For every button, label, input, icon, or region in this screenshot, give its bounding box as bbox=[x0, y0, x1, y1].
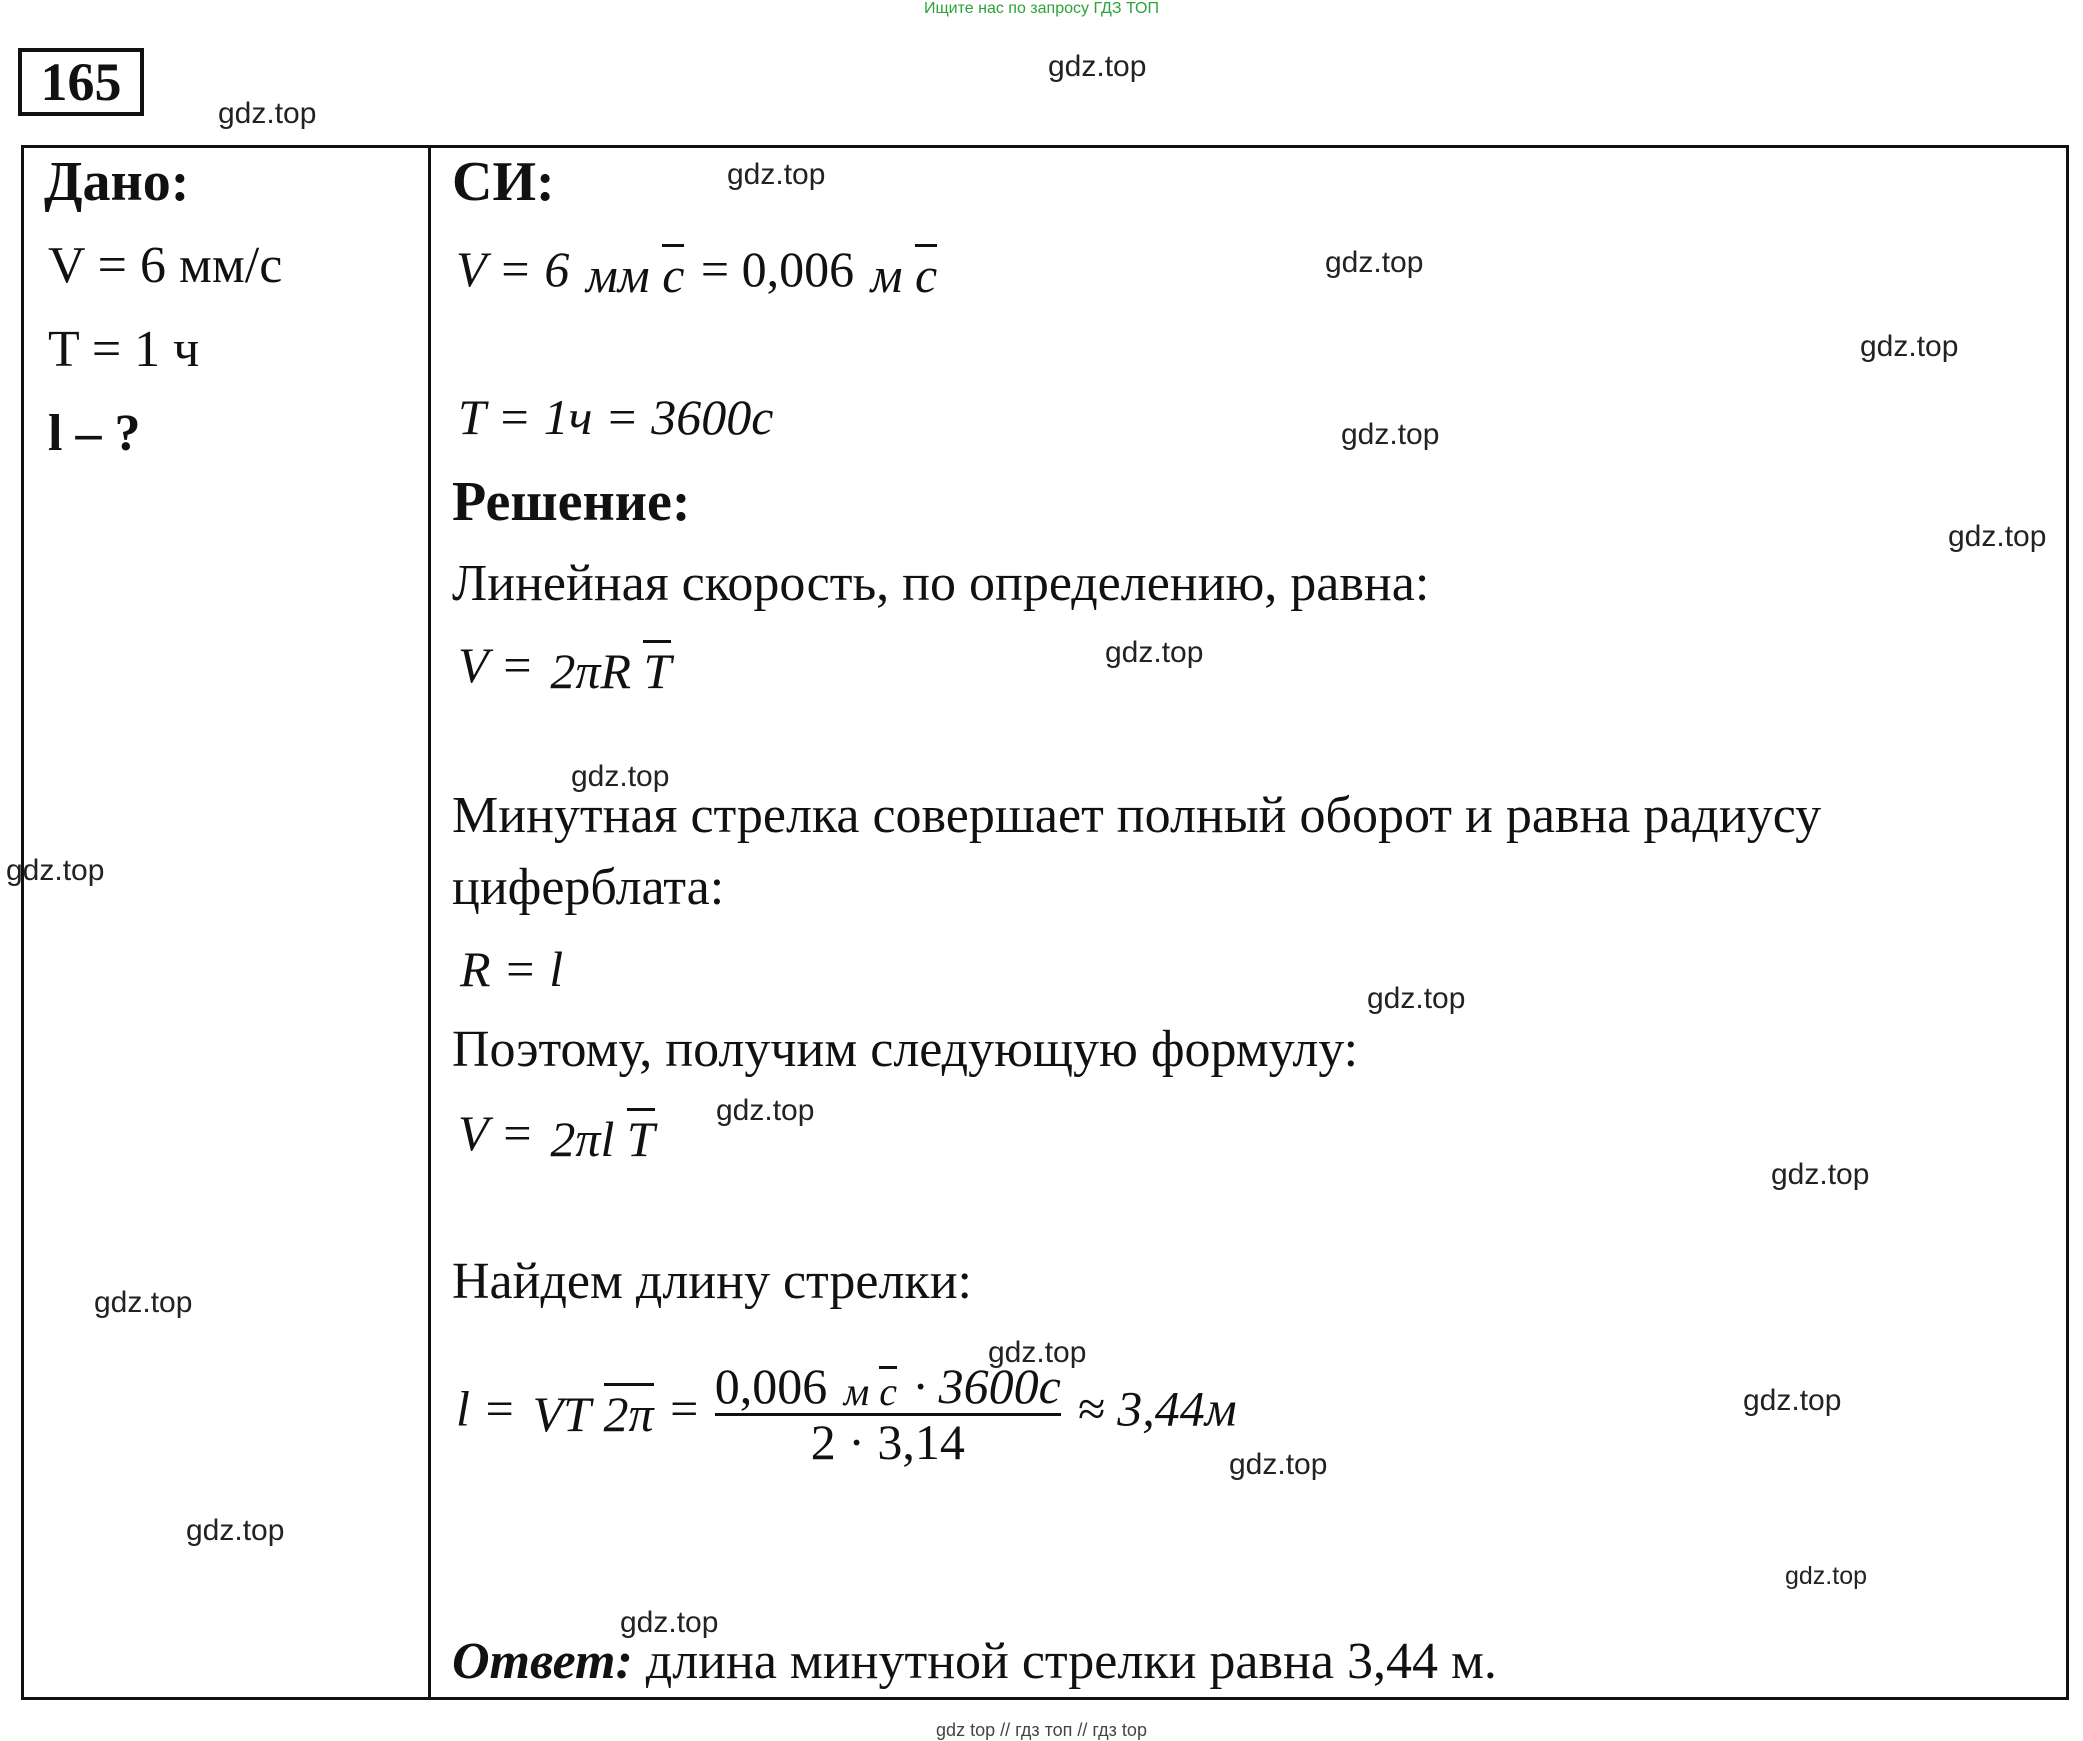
solution-line-2a: Минутная стрелка совершает полный оборот и равна радиусу bbox=[452, 787, 1822, 844]
answer-line bbox=[452, 1632, 1497, 1691]
formula3-eq: = bbox=[670, 1380, 699, 1437]
answer-label: Ответ: bbox=[452, 1633, 633, 1690]
watermark: gdz.top bbox=[988, 1336, 1087, 1369]
formula3-result: ≈ 3,44м bbox=[1077, 1380, 1237, 1437]
si-time-text: T = 1ч = 3600с bbox=[458, 389, 774, 445]
formula3-unit-fraction bbox=[843, 1368, 898, 1414]
watermark: gdz.top bbox=[1367, 982, 1466, 1015]
watermark: gdz.top bbox=[218, 97, 317, 130]
si-fraction-m-s bbox=[871, 246, 938, 304]
watermark: gdz.top bbox=[186, 1514, 285, 1547]
given-speed: V = 6 мм/с bbox=[48, 237, 283, 294]
si-frac2-den: с bbox=[915, 244, 937, 303]
answer-text: длина минутной стрелки равна 3,44 м. bbox=[632, 1633, 1497, 1690]
r-eq-text: R = l bbox=[460, 941, 564, 997]
watermark: gdz.top bbox=[1948, 520, 2047, 553]
formula2-left: V = bbox=[458, 1105, 534, 1161]
formula-speed-length bbox=[458, 1104, 659, 1168]
formula3-fraction-1 bbox=[533, 1385, 654, 1443]
watermark: gdz.top bbox=[1860, 330, 1959, 363]
si-time-conversion bbox=[458, 388, 773, 446]
formula1-den: T bbox=[643, 640, 671, 699]
formula2-fraction bbox=[550, 1110, 654, 1168]
watermark: gdz.top bbox=[571, 760, 670, 793]
formula-length-calc bbox=[456, 1360, 1237, 1468]
si-frac1-num: мм bbox=[585, 246, 650, 303]
si-speed-conversion bbox=[456, 240, 941, 304]
given-unknown: l – ? bbox=[48, 405, 141, 462]
formula3-unit-den: с bbox=[879, 1366, 897, 1414]
watermark: gdz.top bbox=[1325, 246, 1424, 279]
si-speed-left: V = 6 bbox=[456, 241, 570, 297]
watermark: gdz.top bbox=[1771, 1158, 1870, 1191]
watermark: gdz.top bbox=[727, 158, 826, 191]
si-frac2-num: м bbox=[870, 246, 903, 303]
formula3-den1: 2π bbox=[604, 1383, 654, 1442]
watermark: gdz.top bbox=[94, 1286, 193, 1319]
formula3-num-time: · 3600с bbox=[913, 1358, 1061, 1414]
solution-line-3: Поэтому, получим следующую формулу: bbox=[452, 1021, 1359, 1078]
solution-title: Решение: bbox=[452, 471, 691, 533]
given-period: T = 1 ч bbox=[48, 321, 200, 378]
formula3-unit-num: м bbox=[843, 1368, 870, 1414]
watermark: gdz.top bbox=[716, 1094, 815, 1127]
footer-watermark: gdz top // гдз топ // гдз top bbox=[936, 1720, 1147, 1740]
watermark: gdz.top bbox=[1229, 1448, 1328, 1481]
formula-speed-radius bbox=[458, 636, 675, 700]
column-divider bbox=[428, 145, 431, 1700]
watermark: gdz.top bbox=[620, 1606, 719, 1639]
formula3-fraction-2 bbox=[715, 1360, 1061, 1468]
formula3-den2: 2 · 3,14 bbox=[715, 1413, 1061, 1469]
given-title: Дано: bbox=[44, 151, 190, 213]
si-speed-mid: = 0,006 bbox=[700, 241, 855, 297]
formula-r-equals-l bbox=[460, 940, 563, 998]
watermark: gdz.top bbox=[1743, 1384, 1842, 1417]
problem-number-box: 165 bbox=[18, 48, 144, 116]
si-fraction-mm-s bbox=[586, 246, 685, 304]
watermark: gdz.top bbox=[1785, 1562, 1868, 1590]
formula3-num-value: 0,006 bbox=[714, 1358, 828, 1414]
watermark: gdz.top bbox=[1048, 50, 1147, 83]
formula3-num1: VT bbox=[532, 1386, 591, 1443]
si-title: СИ: bbox=[452, 151, 555, 213]
formula2-num: 2πl bbox=[550, 1110, 615, 1167]
formula2-den: T bbox=[627, 1108, 655, 1167]
watermark: gdz.top bbox=[1105, 636, 1204, 669]
watermark: gdz.top bbox=[1341, 418, 1440, 451]
si-frac1-den: с bbox=[662, 244, 684, 303]
top-banner: Ищите нас по запросу ГДЗ ТОП bbox=[924, 0, 1159, 17]
solution-line-4: Найдем длину стрелки: bbox=[452, 1253, 972, 1310]
solution-line-1: Линейная скорость, по определению, равна: bbox=[452, 555, 1430, 612]
watermark: gdz.top bbox=[6, 854, 105, 887]
formula1-num: 2πR bbox=[550, 642, 631, 699]
formula3-left: l = bbox=[456, 1380, 517, 1437]
formula1-left: V = bbox=[458, 637, 534, 693]
solution-line-2b: циферблата: bbox=[452, 859, 725, 916]
formula1-fraction bbox=[550, 642, 671, 700]
